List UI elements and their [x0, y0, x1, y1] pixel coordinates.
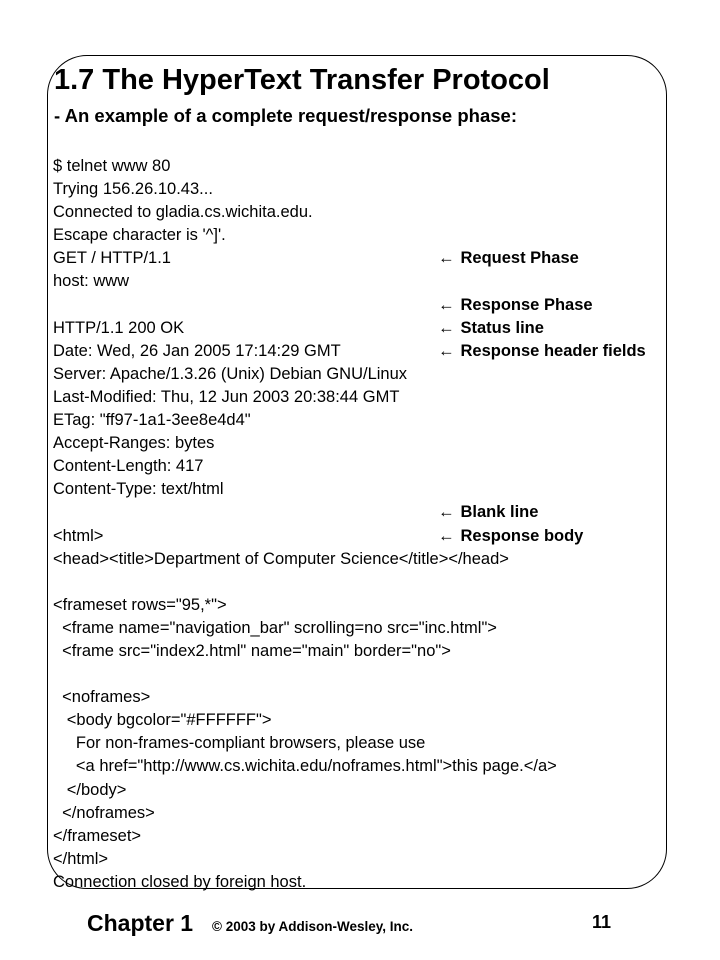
transcript-line	[53, 224, 718, 247]
transcript-line	[53, 525, 718, 548]
transcript-line	[53, 848, 718, 871]
transcript-line	[53, 178, 718, 201]
phase-annotation	[438, 247, 579, 270]
transcript-code: For non-frames-compliant browsers, please use	[53, 734, 426, 753]
phase-annotation	[438, 340, 646, 363]
transcript-code: <noframes>	[53, 688, 151, 707]
transcript-code: Content-Length: 417	[53, 457, 204, 476]
transcript-code: Escape character is '^]'.	[53, 226, 226, 245]
transcript-code: HTTP/1.1 200 OK	[53, 318, 185, 337]
transcript-line	[53, 779, 718, 802]
transcript-code: Content-Type: text/html	[53, 480, 224, 499]
annotation-label: Blank line	[460, 503, 539, 522]
annotation-label: Response Phase	[460, 295, 593, 314]
transcript-line	[53, 571, 718, 594]
footer-chapter: Chapter 1	[87, 910, 194, 936]
transcript-code: <body bgcolor="#FFFFFF">	[53, 711, 272, 730]
transcript-line	[53, 247, 718, 270]
transcript-line	[53, 386, 718, 409]
transcript-code: <frameset rows="95,*">	[53, 595, 227, 614]
transcript-code: </body>	[53, 780, 127, 799]
transcript-line	[53, 686, 718, 709]
annotation-label: Response header fields	[460, 341, 646, 360]
transcript-line	[53, 455, 718, 478]
telnet-transcript	[53, 155, 718, 894]
transcript-code: Trying 156.26.10.43...	[53, 180, 213, 199]
transcript-line	[53, 294, 718, 317]
transcript-line	[53, 317, 718, 340]
transcript-line	[53, 871, 718, 894]
transcript-line	[53, 432, 718, 455]
transcript-code: Accept-Ranges: bytes	[53, 434, 215, 453]
left-arrow-icon: ←	[438, 318, 455, 337]
transcript-code: host: www	[53, 272, 130, 291]
transcript-line	[53, 640, 718, 663]
left-arrow-icon: ←	[438, 295, 455, 314]
transcript-line	[53, 409, 718, 432]
left-arrow-icon: ←	[438, 503, 455, 522]
transcript-code: $ telnet www 80	[53, 157, 171, 175]
transcript-code: <head><title>Department of Computer Science</title></head>	[53, 549, 509, 568]
transcript-code: </html>	[53, 849, 109, 868]
transcript-code: <frame name="navigation_bar" scrolling=no src="inc.html">	[53, 618, 497, 637]
transcript-code: GET / HTTP/1.1	[53, 249, 171, 268]
transcript-code: </frameset>	[53, 826, 142, 845]
transcript-line	[53, 617, 718, 640]
transcript-line	[53, 363, 718, 386]
transcript-code: <frame src="index2.html" name="main" border="no">	[53, 641, 451, 660]
transcript-code: Connected to gladia.cs.wichita.edu.	[53, 203, 313, 222]
transcript-line	[53, 825, 718, 848]
transcript-code: Date: Wed, 26 Jan 2005 17:14:29 GMT	[53, 341, 341, 360]
transcript-line	[53, 340, 718, 363]
transcript-code: <a href="http://www.cs.wichita.edu/noframes.html">this page.</a>	[53, 757, 557, 776]
transcript-line	[53, 548, 718, 571]
transcript-code: <html>	[53, 526, 104, 545]
phase-annotation	[438, 501, 538, 524]
left-arrow-icon: ←	[438, 341, 455, 360]
transcript-line	[53, 802, 718, 825]
transcript-code: </noframes>	[53, 803, 155, 822]
transcript-line	[53, 663, 718, 686]
annotation-label: Request Phase	[460, 249, 579, 268]
slide-title: 1.7 The HyperText Transfer Protocol	[54, 64, 550, 96]
slide-subtitle: - An example of a complete request/response phase:	[54, 105, 517, 126]
transcript-line	[53, 709, 718, 732]
annotation-label: Status line	[460, 318, 544, 337]
annotation-label: Response body	[460, 526, 584, 545]
transcript-line	[53, 501, 718, 524]
phase-annotation	[438, 294, 593, 317]
transcript-line	[53, 732, 718, 755]
transcript-line	[53, 594, 718, 617]
transcript-line	[53, 155, 718, 178]
page-number: 11	[592, 912, 612, 932]
footer-copyright: © 2003 by Addison-Wesley, Inc.	[212, 919, 414, 934]
left-arrow-icon: ←	[438, 526, 455, 545]
transcript-code: ETag: "ff97-1a1-3ee8e4d4"	[53, 411, 251, 430]
transcript-line	[53, 201, 718, 224]
transcript-code: Connection closed by foreign host.	[53, 872, 307, 891]
transcript-line	[53, 478, 718, 501]
phase-annotation	[438, 317, 544, 340]
phase-annotation	[438, 525, 583, 548]
transcript-code: Server: Apache/1.3.26 (Unix) Debian GNU/Linux	[53, 364, 408, 383]
transcript-line	[53, 270, 718, 293]
left-arrow-icon: ←	[438, 249, 455, 268]
transcript-line	[53, 755, 718, 778]
transcript-code: Last-Modified: Thu, 12 Jun 2003 20:38:44 GMT	[53, 387, 400, 406]
